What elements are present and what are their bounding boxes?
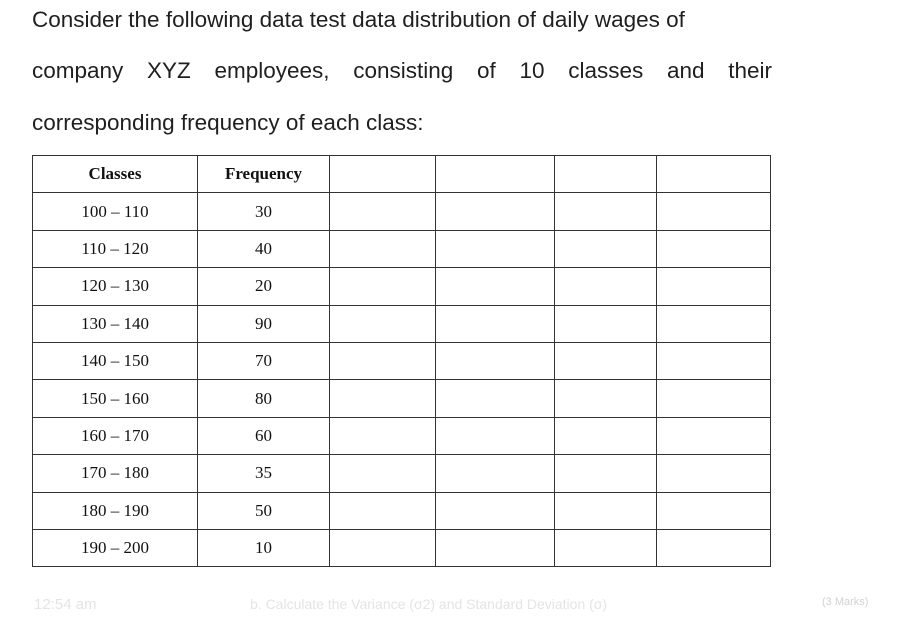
faded-question-text: b. Calculate the Variance (σ2) and Standard Deviation (σ)	[250, 596, 608, 612]
table-row	[33, 417, 771, 454]
class-cell: 130 – 140	[33, 305, 198, 342]
empty-cell	[657, 417, 771, 454]
empty-cell	[330, 342, 436, 379]
faded-marks-label: (3 Marks)	[822, 596, 869, 608]
empty-cell	[555, 305, 657, 342]
class-cell: 170 – 180	[33, 455, 198, 492]
empty-header-cell	[436, 156, 555, 193]
intro-line-2: company XYZ employees, consisting of 10 classes and their	[32, 58, 772, 83]
empty-cell	[657, 268, 771, 305]
empty-cell	[330, 492, 436, 529]
empty-header-cell	[555, 156, 657, 193]
frequency-table	[32, 155, 771, 567]
empty-cell	[436, 305, 555, 342]
empty-cell	[555, 380, 657, 417]
empty-cell	[330, 193, 436, 230]
empty-cell	[436, 455, 555, 492]
frequency-cell: 80	[198, 380, 330, 417]
empty-cell	[555, 455, 657, 492]
class-cell: 140 – 150	[33, 342, 198, 379]
table-row	[33, 455, 771, 492]
empty-cell	[555, 342, 657, 379]
empty-cell	[555, 529, 657, 566]
empty-cell	[657, 529, 771, 566]
frequency-cell: 30	[198, 193, 330, 230]
empty-cell	[657, 193, 771, 230]
empty-cell	[330, 455, 436, 492]
class-cell: 180 – 190	[33, 492, 198, 529]
table-row	[33, 193, 771, 230]
empty-cell	[330, 230, 436, 267]
empty-cell	[330, 417, 436, 454]
class-cell: 150 – 160	[33, 380, 198, 417]
empty-cell	[436, 492, 555, 529]
empty-cell	[330, 268, 436, 305]
frequency-cell: 40	[198, 230, 330, 267]
intro-line-1: Consider the following data test data distribution of daily wages of	[32, 7, 685, 32]
empty-cell	[657, 342, 771, 379]
empty-cell	[657, 455, 771, 492]
empty-cell	[555, 230, 657, 267]
class-cell: 100 – 110	[33, 193, 198, 230]
empty-cell	[436, 529, 555, 566]
class-cell: 160 – 170	[33, 417, 198, 454]
empty-cell	[330, 380, 436, 417]
frequency-cell: 20	[198, 268, 330, 305]
empty-cell	[436, 342, 555, 379]
empty-cell	[657, 380, 771, 417]
empty-cell	[555, 193, 657, 230]
class-cell: 190 – 200	[33, 529, 198, 566]
empty-cell	[555, 268, 657, 305]
empty-header-cell	[657, 156, 771, 193]
empty-cell	[657, 492, 771, 529]
empty-cell	[436, 230, 555, 267]
frequency-cell: 90	[198, 305, 330, 342]
empty-cell	[436, 193, 555, 230]
class-cell: 110 – 120	[33, 230, 198, 267]
frequency-cell: 70	[198, 342, 330, 379]
empty-cell	[436, 417, 555, 454]
header-frequency: Frequency	[198, 156, 330, 193]
empty-cell	[436, 380, 555, 417]
frequency-cell: 50	[198, 492, 330, 529]
intro-line-3: corresponding frequency of each class:	[32, 110, 424, 135]
empty-header-cell	[330, 156, 436, 193]
empty-cell	[330, 305, 436, 342]
table-header-row	[33, 156, 771, 193]
class-cell: 120 – 130	[33, 268, 198, 305]
header-classes: Classes	[33, 156, 198, 193]
empty-cell	[555, 492, 657, 529]
table-row	[33, 492, 771, 529]
frequency-cell: 10	[198, 529, 330, 566]
table-row	[33, 529, 771, 566]
table-row	[33, 268, 771, 305]
empty-cell	[330, 529, 436, 566]
table-row	[33, 305, 771, 342]
frequency-cell: 35	[198, 455, 330, 492]
table-row	[33, 342, 771, 379]
empty-cell	[555, 417, 657, 454]
empty-cell	[657, 305, 771, 342]
empty-cell	[436, 268, 555, 305]
table-row	[33, 230, 771, 267]
table-row	[33, 380, 771, 417]
frequency-cell: 60	[198, 417, 330, 454]
empty-cell	[657, 230, 771, 267]
faded-timestamp: 12:54 am	[34, 596, 97, 613]
